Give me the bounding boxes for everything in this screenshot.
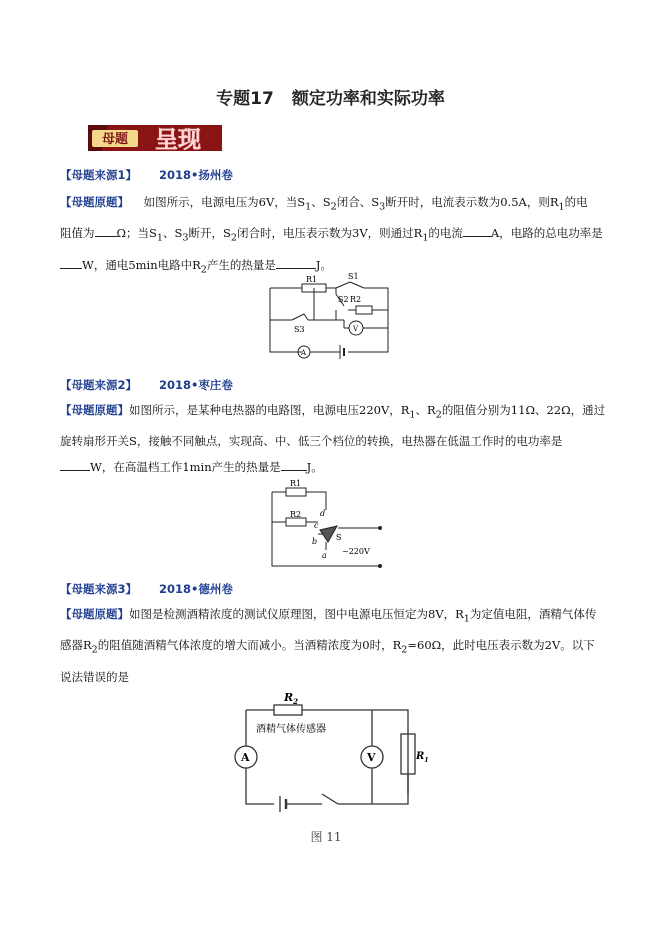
svg-text:S1: S1 xyxy=(348,272,359,281)
banner xyxy=(88,121,222,153)
title-topic: 额定功率和实际功率 xyxy=(291,89,445,109)
problem-1-source: 【母题来源1】 2018•扬州卷 xyxy=(60,168,233,182)
svg-text:d: d xyxy=(320,509,326,518)
svg-text:V: V xyxy=(367,751,376,764)
svg-text:S: S xyxy=(336,533,342,542)
svg-text:R2: R2 xyxy=(290,510,302,519)
switch-s1-blade xyxy=(336,282,350,288)
problem-2-text: 【母题原题】如图所示，是某种电热器的电路图，电源电压220V，$R_1$、$R_2$的阻值分别为11Ω、22Ω，通过 旋转扇形开关S，接触不同触点，实现高、中、低三个档位的转换，电热器在低温工作时的电功率是 W，在高温档工作1min产生的热量是 J。 xyxy=(60,403,606,475)
svg-text:R1: R1 xyxy=(306,275,318,284)
title-number: 专题17 xyxy=(216,89,274,109)
svg-text:b: b xyxy=(312,537,318,546)
circuit-figure-2 xyxy=(262,476,392,572)
svg-text:R2: $R_2$ xyxy=(284,691,299,706)
svg-text:酒精气体传感器: 酒精气体传感器 xyxy=(256,724,326,735)
problem-1-text: 【母题原题】 如图所示，电源电压为6V，当$S_1$、$S_2$闭合、$S_3$断开时，电流表示数为0.5A，则$R_1$的电 阻值为 Ω；当$S_1$、$S_3$断开，$S_2$闭合时，电压表示数为3V，则通过$R_1$的电流 A，电路的总电功率是 W，通电5min电路中$R_2$产生的热量是 J。 xyxy=(60,195,603,275)
resistor-r2 xyxy=(274,705,302,715)
page-title xyxy=(0,84,661,109)
problem-3-text: 【母题原题】如图是检测酒精浓度的测试仪原理图，图中电源电压恒定为8V，$R_1$为定值电阻，酒精气体传 感器$R_2$的阻值随酒精气体浓度的增大而减小。当酒精浓度为0时，$R_2=60\Omega$，此时电压表示数为2V。以下 说法错误的是 xyxy=(60,607,597,684)
banner-right-text: 呈现 xyxy=(155,126,201,153)
banner-left-text: 母题 xyxy=(101,132,129,147)
circuit-figure-3 xyxy=(226,690,429,850)
circuit-figure-1 xyxy=(260,272,400,364)
problem-3-source: 【母题来源3】 2018•德州卷 xyxy=(60,582,233,596)
svg-text:A: A xyxy=(241,751,250,764)
svg-text:R1: $R_1$ xyxy=(416,751,429,764)
resistor-r2 xyxy=(286,518,306,526)
svg-text:R2: R2 xyxy=(350,295,362,304)
svg-text:S2: S2 xyxy=(338,295,349,304)
svg-text:a: a xyxy=(322,551,327,560)
resistor-r1 xyxy=(286,488,306,496)
svg-text:图 11: 图 11 xyxy=(310,830,342,844)
problem-2-source: 【母题来源2】 2018•枣庄卷 xyxy=(60,378,233,392)
svg-text:S3: S3 xyxy=(294,325,305,334)
svg-text:R1: R1 xyxy=(290,479,302,488)
resistor-r2 xyxy=(356,306,372,314)
svg-text:c: c xyxy=(314,521,319,530)
svg-text:V: V xyxy=(353,325,359,333)
svg-text:A: A xyxy=(301,349,307,357)
svg-text:~220V: ~220V xyxy=(342,547,370,556)
